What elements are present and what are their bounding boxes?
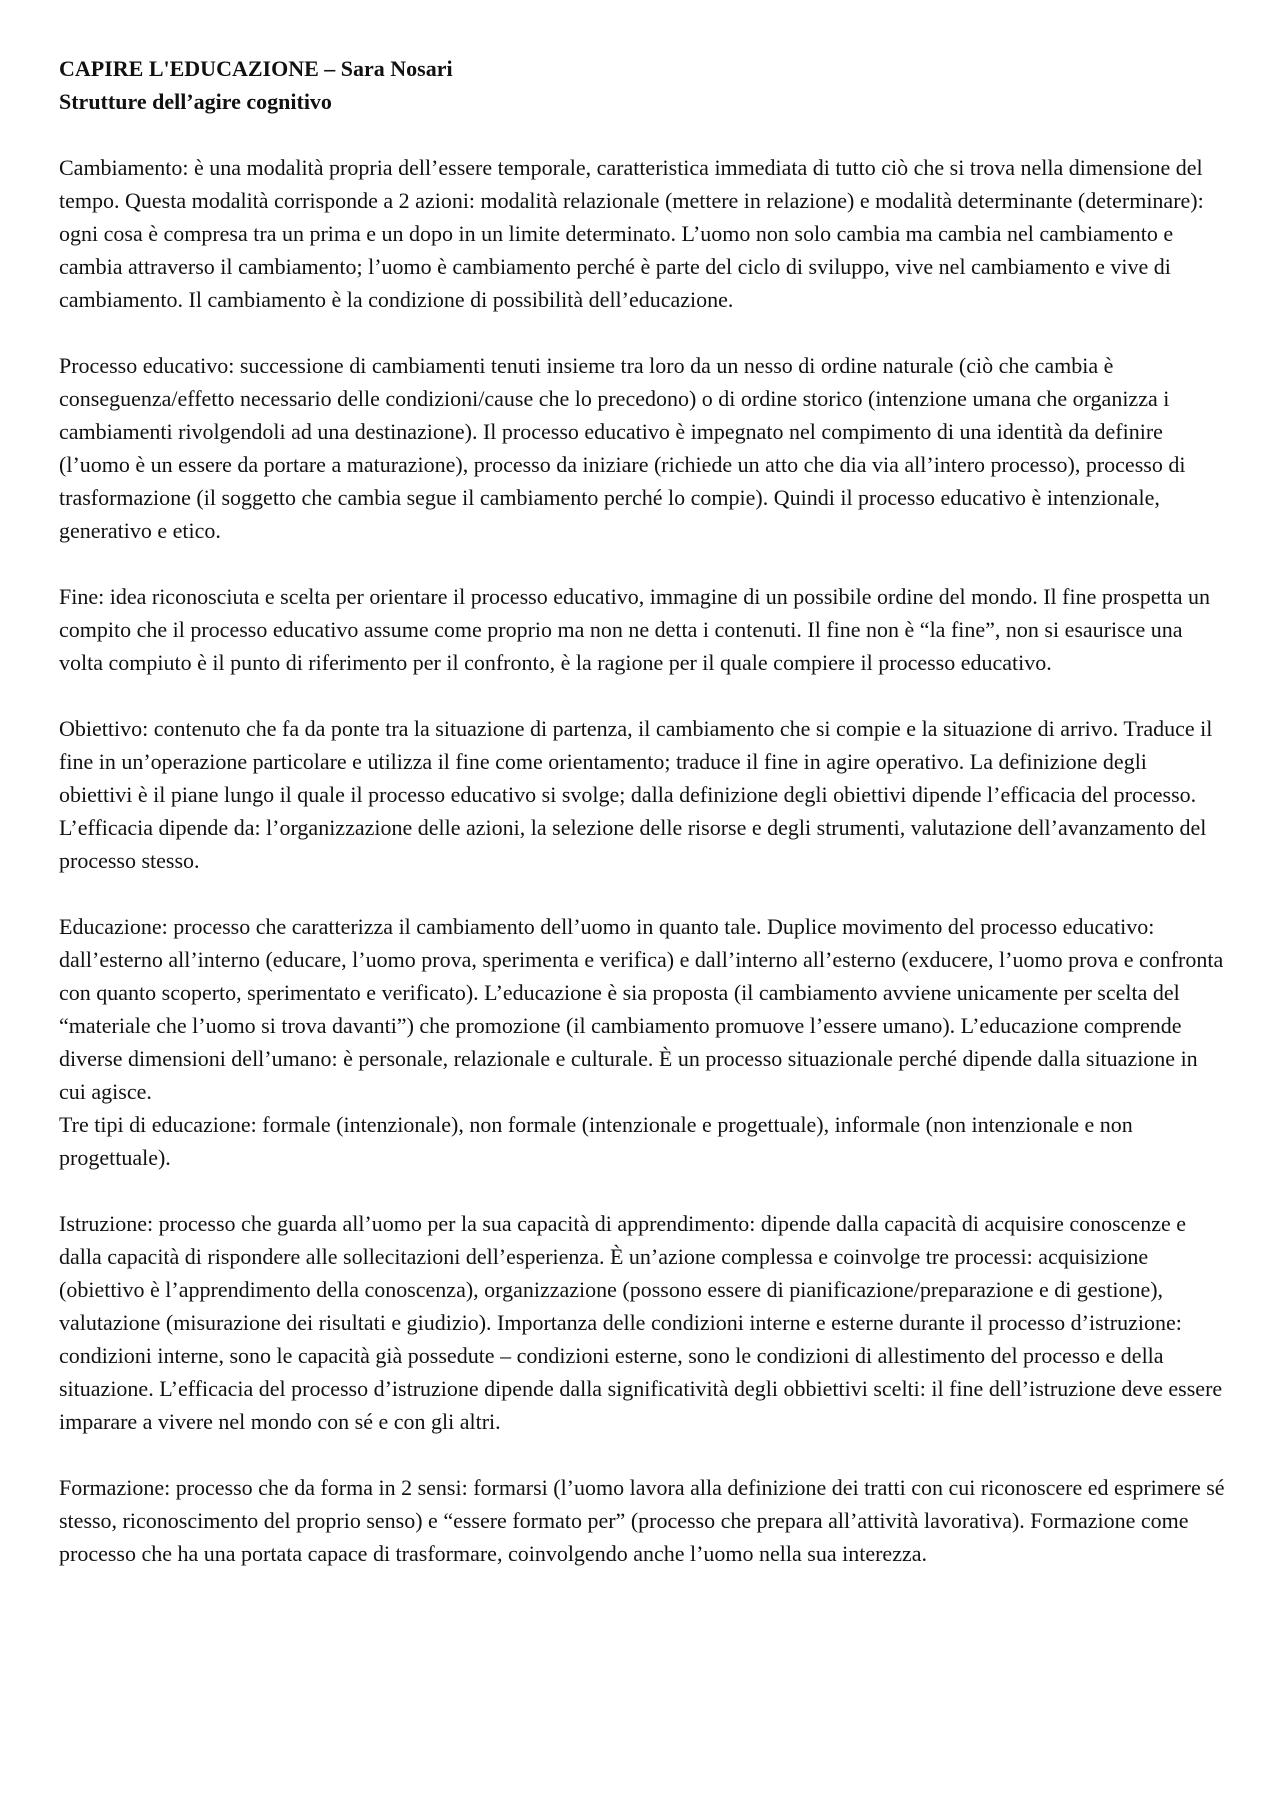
document-subtitle: Strutture dell’agire cognitivo [59, 89, 332, 114]
paragraph-fine: Fine: idea riconosciuta e scelta per orientare il processo educativo, immagine di un possibile ordine del mondo. Il fine prospetta un compito che il processo educativo assume come proprio ma non ne detta i contenuti. Il fine non è “la fine”, non si esaurisce una volta compiuto è il punto di riferimento per il confronto, è la ragione per il quale compiere il processo educativo. [59, 584, 1211, 675]
paragraph-obiettivo: Obiettivo: contenuto che fa da ponte tra la situazione di partenza, il cambiamento che si compie e la situazione di arrivo. Traduce il fine in un’operazione particolare e utilizza il fine come orientamento; traduce il fine in agire operativo. La definizione degli obiettivi è il piane lungo il quale il processo educativo si svolge; dalla definizione degli obiettivi dipende l’efficacia del processo. L’efficacia dipende da: l’organizzazione delle azioni, la selezione delle risorse e degli strumenti, valutazione dell’avanzamento del processo stesso. [59, 716, 1213, 873]
paragraph-cambiamento: Cambiamento: è una modalità propria dell’essere temporale, caratteristica immediata di tutto ciò che si trova nella dimensione del tempo. Questa modalità corrisponde a 2 azioni: modalità relazionale (mettere in relazione) e modalità determinante (determinare): ogni cosa è compresa tra un prima e un dopo in un limite determinato. L’uomo non solo cambia ma cambia nel cambiamento e cambia attraverso il cambiamento; l’uomo è cambiamento perché è parte del ciclo di sviluppo, vive nel cambiamento e vive di cambiamento. Il cambiamento è la condizione di possibilità dell’educazione. [59, 155, 1204, 312]
paragraph-tipi-educazione: Tre tipi di educazione: formale (intenzionale), non formale (intenzionale e progettuale), informale (non intenzionale e non progettuale). [59, 1112, 1133, 1170]
paragraph-educazione: Educazione: processo che caratterizza il cambiamento dell’uomo in quanto tale. Duplice movimento del processo educativo: dall’esterno all’interno (educare, l’uomo prova, sperimenta e verifica) e dall’interno all’esterno (exducere, l’uomo prova e confronta con quanto scoperto, sperimentato e verificato). L’educazione è sia proposta (il cambiamento avviene unicamente per scelta del “materiale che l’uomo si trova davanti”) che promozione (il cambiamento promuove l’essere umano). L’educazione comprende diverse dimensioni dell’umano: è personale, relazionale e culturale. È un processo situazionale perché dipende dalla situazione in cui agisce. [59, 914, 1224, 1104]
paragraph-formazione: Formazione: processo che da forma in 2 sensi: formarsi (l’uomo lavora alla definizione dei tratti con cui riconoscere ed esprimere sé stesso, riconoscimento del proprio senso) e “essere formato per” (processo che prepara all’attività lavorativa). Formazione come processo che ha una portata capace di trasformare, coinvolgendo anche l’uomo nella sua interezza. [59, 1475, 1225, 1566]
document-title: CAPIRE L'EDUCAZIONE – Sara Nosari [59, 56, 453, 81]
paragraph-istruzione: Istruzione: processo che guarda all’uomo per la sua capacità di apprendimento: dipende dalla capacità di acquisire conoscenze e dalla capacità di rispondere alle sollecitazioni dell’esperienza. È un’azione complessa e coinvolge tre processi: acquisizione (obiettivo è l’apprendimento della conoscenza), organizzazione (possono essere di pianificazione/preparazione e di gestione), valutazione (misurazione dei risultati e giudizio). Importanza delle condizioni interne e esterne durante il processo d’istruzione: condizioni interne, sono le capacità già possedute – condizioni esterne, sono le condizioni di allestimento del processo e della situazione. L’efficacia del processo d’istruzione dipende dalla significatività degli obbiettivi scelti: il fine dell’istruzione deve essere imparare a vivere nel mondo con sé e con gli altri. [59, 1211, 1223, 1434]
paragraph-processo-educativo: Processo educativo: successione di cambiamenti tenuti insieme tra loro da un nesso di ordine naturale (ciò che cambia è conseguenza/effetto necessario delle condizioni/cause che lo precedono) o di ordine storico (intenzione umana che organizza i cambiamenti rivolgendoli ad una destinazione). Il processo educativo è impegnato nel compimento di una identità da definire (l’uomo è un essere da portare a maturazione), processo da iniziare (richiede un atto che dia via all’intero processo), processo di trasformazione (il soggetto che cambia segue il cambiamento perché lo compie). Quindi il processo educativo è intenzionale, generativo e etico. [59, 353, 1186, 543]
document-page [59, 52, 1225, 1603]
